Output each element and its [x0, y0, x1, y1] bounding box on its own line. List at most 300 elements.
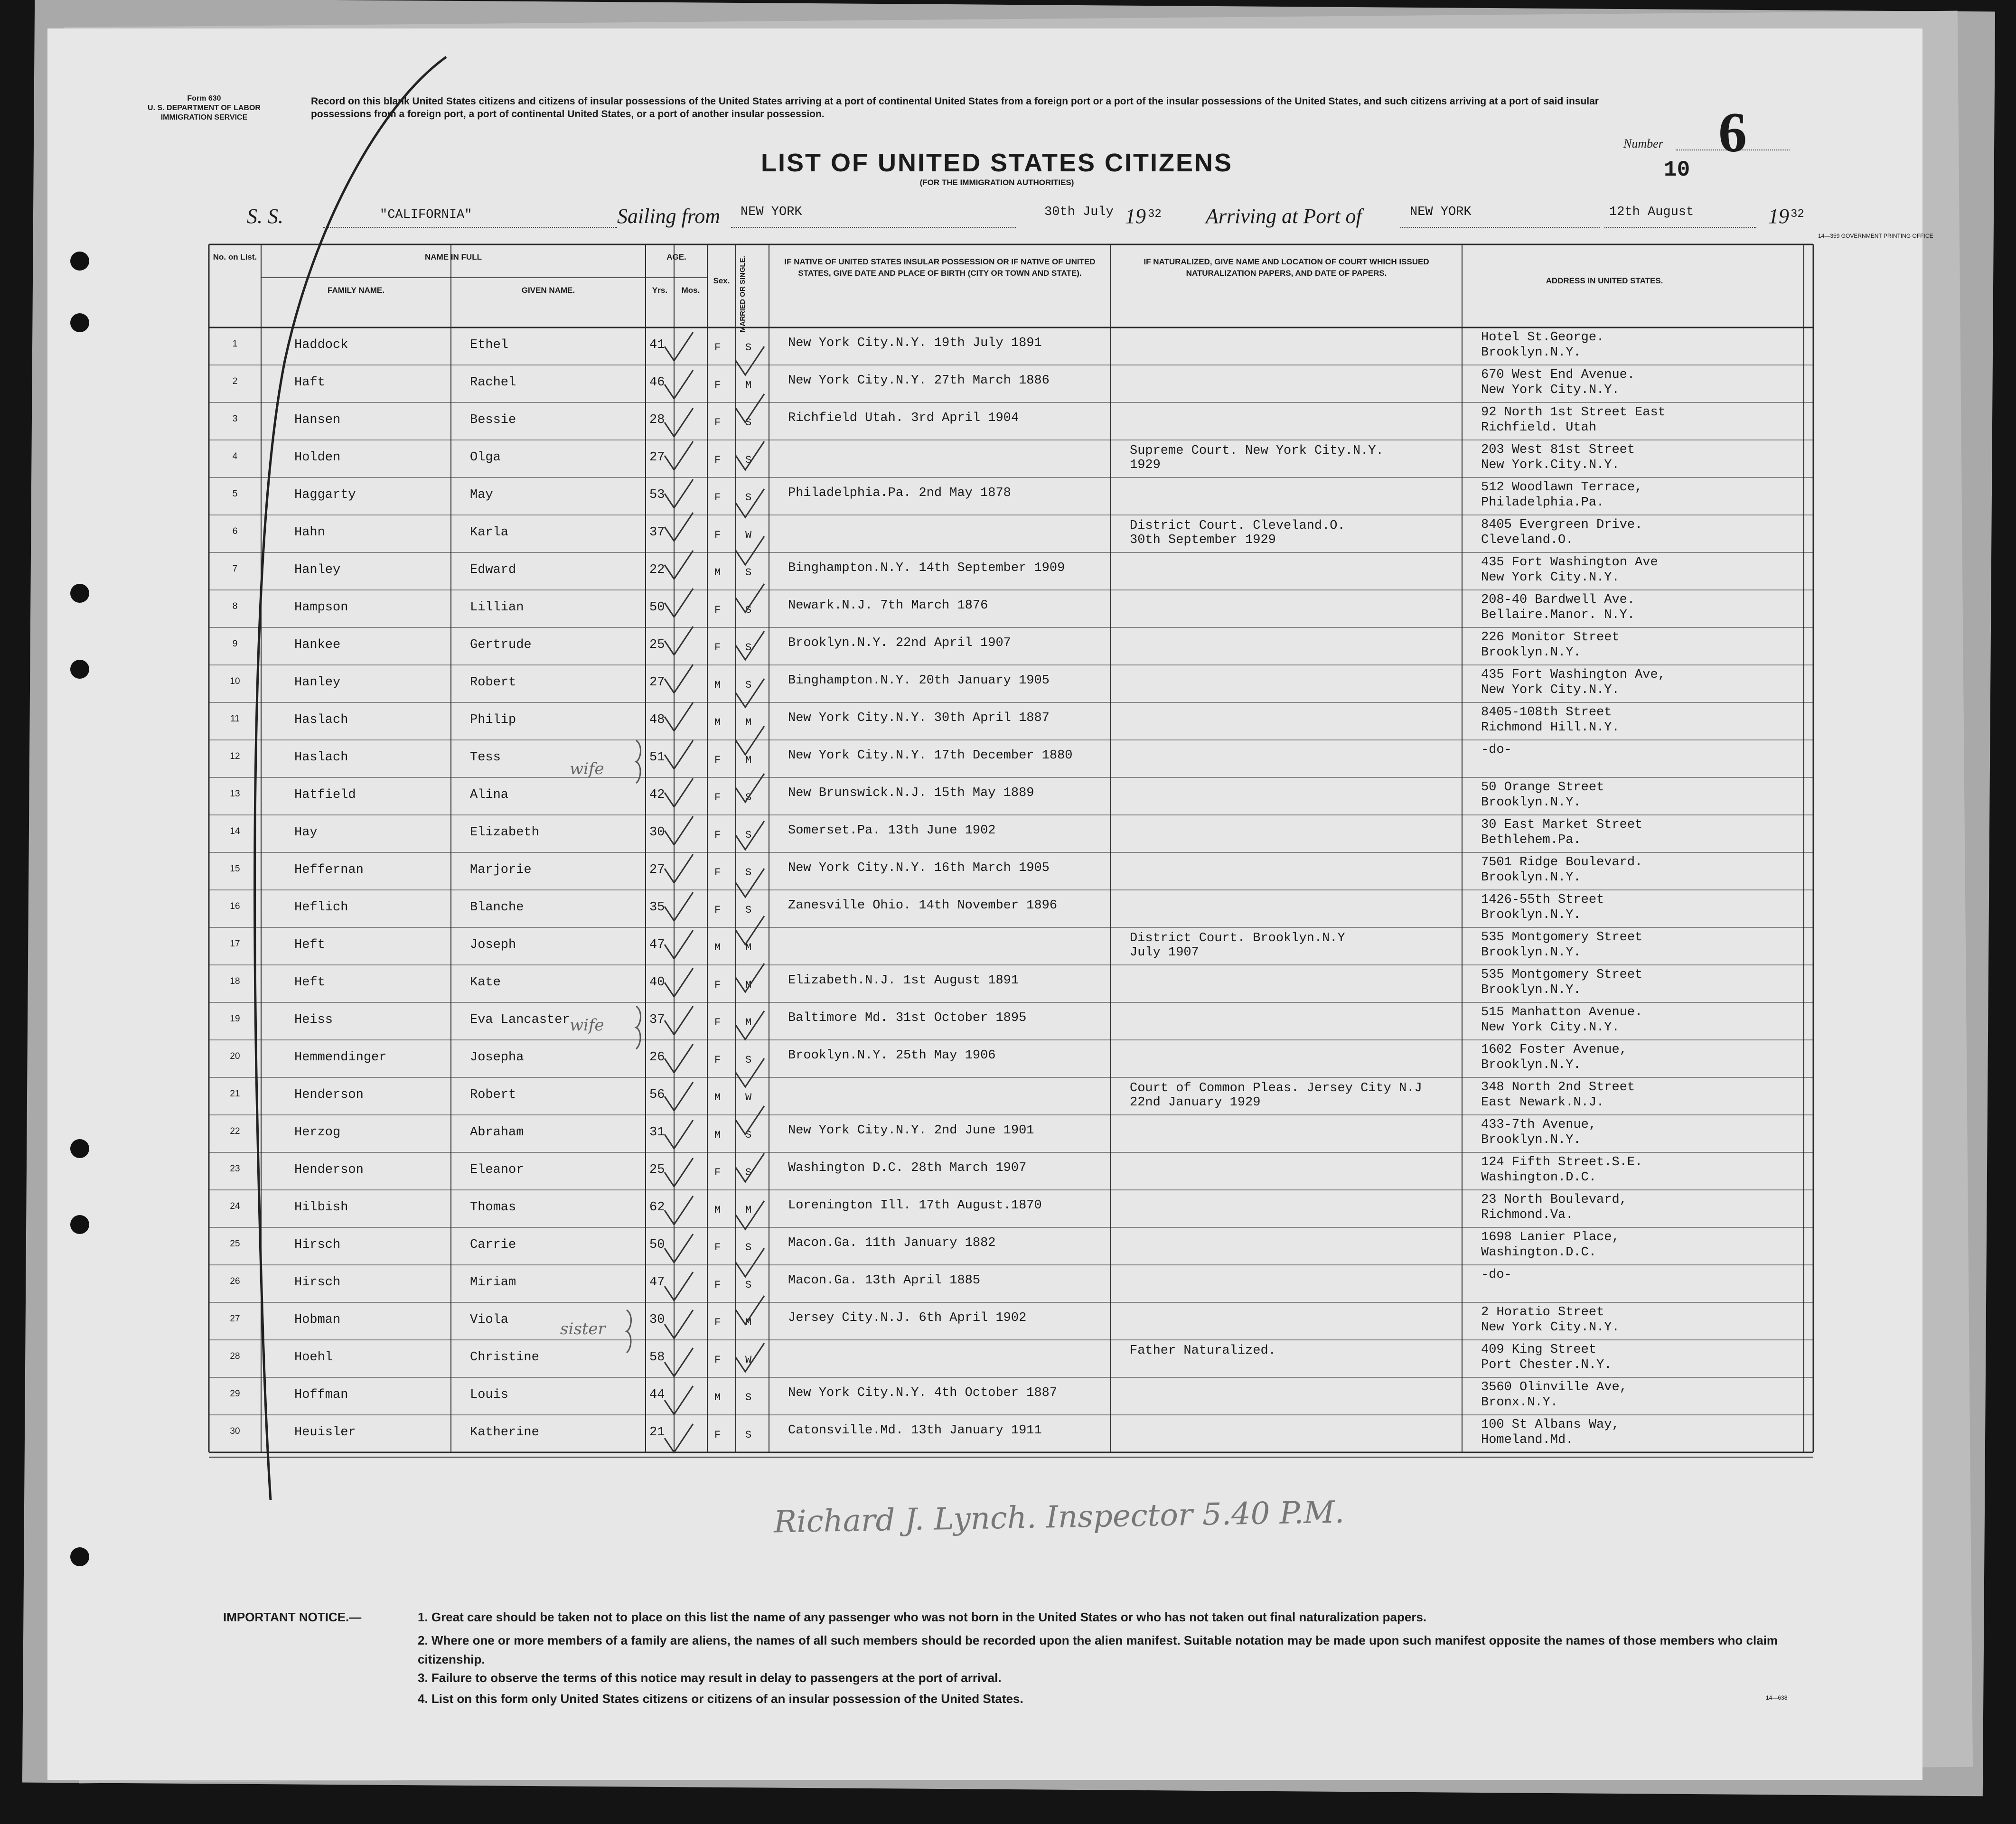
given-name: May	[470, 488, 493, 502]
given-name: Karla	[470, 525, 509, 540]
row-number: 3	[232, 414, 238, 424]
form-identifier: Form 630 U. S. DEPARTMENT OF LABOR IMMIGRATION SERVICE	[148, 94, 261, 122]
age-years: 35	[649, 900, 665, 915]
marital-status: S	[745, 642, 752, 654]
address-line-1: 30 East Market Street	[1481, 818, 1643, 832]
row-number: 26	[230, 1276, 240, 1286]
sex: M	[714, 567, 721, 579]
year-prefix: 19	[1125, 205, 1146, 228]
birth-info: Zanesville Ohio. 14th November 1896	[788, 898, 1058, 913]
sex: M	[714, 1392, 721, 1403]
address-line-2: Cleveland.O.	[1481, 533, 1574, 547]
col-header-mos: Mos.	[681, 286, 700, 295]
row-number: 10	[230, 676, 240, 686]
address-line-2: New York City.N.Y.	[1481, 383, 1620, 397]
family-name: Hahn	[294, 525, 325, 540]
row-number: 18	[230, 976, 240, 986]
col-header-birth: IF NATIVE OF UNITED STATES INSULAR POSSESSION OR IF NATIVE OF UNITED STATES, GIVE DATE AND PLACE OF BIRTH (CITY OR TOWN AND STATE).	[784, 257, 1096, 278]
sailing-year: 32	[1148, 208, 1162, 221]
row-number: 23	[230, 1164, 240, 1174]
age-years: 30	[649, 1313, 665, 1327]
family-name: Hay	[294, 825, 318, 840]
address-line-2: Brooklyn.N.Y.	[1481, 795, 1581, 810]
row-number: 30	[230, 1426, 240, 1436]
given-name: Alina	[470, 788, 509, 802]
handwritten-note-wife: wife	[570, 1016, 604, 1035]
address-line-1: 3560 Olinville Ave,	[1481, 1380, 1627, 1394]
address-line-2: Bethlehem.Pa.	[1481, 833, 1581, 847]
marital-status: S	[745, 567, 752, 579]
given-name: Joseph	[470, 938, 516, 952]
address-line-2: Brooklyn.N.Y.	[1481, 346, 1581, 360]
col-header-family-name: FAMILY NAME.	[328, 286, 384, 295]
age-years: 37	[649, 525, 665, 540]
address-line-1: 100 St Albans Way,	[1481, 1418, 1620, 1432]
birth-info: New York City.N.Y. 19th July 1891	[788, 336, 1042, 350]
col-header-name-in-full: NAME IN FULL	[425, 253, 482, 262]
page-subtitle: (FOR THE IMMIGRATION AUTHORITIES)	[919, 178, 1074, 187]
row-number: 21	[230, 1089, 240, 1099]
age-years: 51	[649, 750, 665, 765]
naturalization-info: Supreme Court. New York City.N.Y. 1929	[1130, 444, 1384, 472]
given-name: Viola	[470, 1313, 509, 1327]
marital-status: W	[745, 1092, 752, 1104]
sex: F	[714, 604, 721, 616]
family-name: Haslach	[294, 713, 348, 727]
given-name: Louis	[470, 1388, 509, 1402]
sex: F	[714, 1242, 721, 1253]
address-line-2: Bronx.N.Y.	[1481, 1395, 1558, 1410]
manifest-page	[47, 28, 1933, 1780]
birth-info: New York City.N.Y. 17th December 1880	[788, 748, 1073, 763]
marital-status: M	[745, 717, 752, 729]
age-years: 47	[649, 938, 665, 952]
age-years: 46	[649, 375, 665, 390]
age-years: 31	[649, 1125, 665, 1140]
address-line-1: -do-	[1481, 743, 1512, 757]
sex: M	[714, 1129, 721, 1141]
given-name: Eva Lancaster	[470, 1013, 570, 1027]
family-name: Hankee	[294, 638, 341, 652]
sex: F	[714, 342, 721, 354]
row-number: 15	[230, 864, 240, 874]
family-name: Heft	[294, 975, 325, 990]
row-number: 1	[232, 339, 238, 349]
address-line-2: New York City.N.Y.	[1481, 683, 1620, 697]
sex: F	[714, 979, 721, 991]
age-years: 27	[649, 450, 665, 465]
address-line-2: Richfield. Utah	[1481, 421, 1597, 435]
age-years: 26	[649, 1050, 665, 1065]
address-line-1: Hotel St.George.	[1481, 330, 1604, 345]
address-line-2: Homeland.Md.	[1481, 1433, 1574, 1447]
address-line-1: 512 Woodlawn Terrace,	[1481, 480, 1643, 495]
birth-info: Newark.N.J. 7th March 1876	[788, 599, 988, 613]
birth-info: New York City.N.Y. 27th March 1886	[788, 374, 1050, 388]
given-name: Ethel	[470, 338, 509, 352]
address-line-2: Port Chester.N.Y.	[1481, 1358, 1612, 1372]
birth-info: New Brunswick.N.J. 15th May 1889	[788, 786, 1034, 800]
marital-status: M	[745, 1317, 752, 1328]
address-line-2: Bellaire.Manor. N.Y.	[1481, 608, 1635, 622]
address-line-2: Washington.D.C.	[1481, 1170, 1597, 1185]
given-name: Katherine	[470, 1425, 539, 1440]
family-name: Hobman	[294, 1313, 341, 1327]
address-line-2: Brooklyn.N.Y.	[1481, 983, 1581, 997]
naturalization-info: District Court. Brooklyn.N.Y July 1907	[1130, 931, 1345, 960]
sex: F	[714, 867, 721, 879]
age-years: 50	[649, 600, 665, 615]
naturalization-info: District Court. Cleveland.O. 30th September 1929	[1130, 519, 1345, 547]
sheet-sequence: 10	[1664, 158, 1690, 182]
birth-info: Lorenington Ill. 17th August.1870	[788, 1198, 1042, 1213]
row-number: 7	[232, 564, 238, 574]
marital-status: S	[745, 1392, 752, 1403]
age-years: 44	[649, 1388, 665, 1402]
ss-label: S. S.	[247, 205, 283, 228]
birth-info: New York City.N.Y. 16th March 1905	[788, 861, 1050, 875]
given-name: Blanche	[470, 900, 524, 915]
row-number: 17	[230, 939, 240, 949]
row-number: 16	[230, 901, 240, 911]
sex: F	[714, 1317, 721, 1328]
birth-info: Washington D.C. 28th March 1907	[788, 1161, 1027, 1175]
given-name: Robert	[470, 675, 516, 690]
row-number: 11	[230, 714, 240, 724]
handwritten-note-wife: wife	[570, 759, 604, 778]
family-name: Hampson	[294, 600, 348, 615]
marital-status: M	[745, 979, 752, 991]
age-years: 53	[649, 488, 665, 502]
family-name: Heiss	[294, 1013, 333, 1027]
arriving-date: 12th August	[1609, 205, 1694, 219]
notice-heading: IMPORTANT NOTICE.—	[223, 1610, 362, 1624]
family-name: Heft	[294, 938, 325, 952]
age-years: 27	[649, 863, 665, 877]
address-line-2: Brooklyn.N.Y.	[1481, 1058, 1581, 1072]
printer-note: 14—359 GOVERNMENT PRINTING OFFICE	[1818, 233, 1933, 239]
sailing-label: Sailing from	[617, 205, 721, 228]
marital-status: M	[745, 942, 752, 954]
sex: F	[714, 417, 721, 429]
form-code: 14—638	[1766, 1694, 1788, 1701]
inspector-signature: Richard J. Lynch. Inspector 5.40 P.M.	[773, 1495, 1345, 1540]
year-prefix-2: 19	[1768, 205, 1789, 228]
marital-status: M	[745, 1204, 752, 1216]
marital-status: S	[745, 792, 752, 804]
age-years: 40	[649, 975, 665, 990]
birth-info: Catonsville.Md. 13th January 1911	[788, 1423, 1042, 1438]
row-number: 22	[230, 1126, 240, 1136]
col-header-yrs: Yrs.	[652, 286, 668, 295]
marital-status: S	[745, 492, 752, 504]
given-name: Tess	[470, 750, 501, 765]
address-line-2: New York City.N.Y.	[1481, 1320, 1620, 1335]
birth-info: Macon.Ga. 13th April 1885	[788, 1273, 981, 1288]
address-line-2: Brooklyn.N.Y.	[1481, 870, 1581, 885]
marital-status: S	[745, 829, 752, 841]
sex: F	[714, 1054, 721, 1066]
given-name: Eleanor	[470, 1163, 524, 1177]
family-name: Herzog	[294, 1125, 341, 1140]
address-line-2: Brooklyn.N.Y.	[1481, 945, 1581, 960]
family-name: Hanley	[294, 563, 341, 577]
address-line-1: 7501 Ridge Boulevard.	[1481, 855, 1643, 870]
marital-status: S	[745, 417, 752, 429]
notice-item: 1. Great care should be taken not to place on this list the name of any passenger who was not born in the United States or who has not taken out final naturalization papers.	[418, 1610, 1427, 1624]
family-name: Hoffman	[294, 1388, 348, 1402]
row-number: 6	[232, 526, 238, 536]
family-name: Heuisler	[294, 1425, 356, 1440]
ship-name: "CALIFORNIA"	[380, 208, 472, 222]
birth-info: New York City.N.Y. 4th October 1887	[788, 1386, 1058, 1400]
sex: F	[714, 492, 721, 504]
family-name: Hanley	[294, 675, 341, 690]
family-name: Henderson	[294, 1163, 364, 1177]
address-line-1: 1698 Lanier Place,	[1481, 1230, 1620, 1244]
row-number: 20	[230, 1051, 240, 1061]
sex: M	[714, 717, 721, 729]
sex: F	[714, 792, 721, 804]
row-number: 25	[230, 1239, 240, 1249]
col-header-married: MARRIED OR SINGLE.	[739, 256, 747, 332]
birth-info: Binghampton.N.Y. 14th September 1909	[788, 561, 1065, 575]
sex: F	[714, 379, 721, 391]
sex: F	[714, 529, 721, 541]
arriving-label: Arriving at Port of	[1206, 205, 1362, 228]
age-years: 37	[649, 1013, 665, 1027]
address-line-1: 203 West 81st Street	[1481, 443, 1635, 457]
col-header-no: No. on List.	[213, 253, 257, 262]
page-title: LIST OF UNITED STATES CITIZENS	[761, 149, 1233, 177]
family-name: Haddock	[294, 338, 348, 352]
address-line-2: New York City.N.Y.	[1481, 571, 1620, 585]
sex: M	[714, 1092, 721, 1104]
sex: F	[714, 1167, 721, 1179]
number-label: Number	[1623, 137, 1663, 150]
age-years: 41	[649, 338, 665, 352]
family-name: Heflich	[294, 900, 348, 915]
given-name: Olga	[470, 450, 501, 465]
birth-info: New York City.N.Y. 2nd June 1901	[788, 1123, 1034, 1138]
family-name: Hoehl	[294, 1350, 333, 1365]
marital-status: S	[745, 1279, 752, 1291]
address-line-1: 2 Horatio Street	[1481, 1305, 1604, 1319]
age-years: 56	[649, 1088, 665, 1102]
family-name: Haft	[294, 375, 325, 390]
col-header-sex: Sex.	[713, 276, 730, 285]
row-number: 9	[232, 639, 238, 649]
age-years: 62	[649, 1200, 665, 1215]
address-line-1: 208-40 Bardwell Ave.	[1481, 593, 1635, 607]
family-name: Haslach	[294, 750, 348, 765]
notice-item: 2. Where one or more members of a family are aliens, the names of all such members should be recorded upon the alien manifest. Suitable notation may be made upon such manifest opposite the names of those members who claim citizenship.	[418, 1633, 1778, 1666]
family-name: Hatfield	[294, 788, 356, 802]
address-line-2: Richmond Hill.N.Y.	[1481, 720, 1620, 735]
address-line-2: New York.City.N.Y.	[1481, 458, 1620, 472]
sex: F	[714, 829, 721, 841]
address-line-1: 515 Manhatton Avenue.	[1481, 1005, 1643, 1020]
address-line-1: 23 North Boulevard,	[1481, 1193, 1627, 1207]
given-name: Bessie	[470, 413, 516, 427]
marital-status: M	[745, 1017, 752, 1029]
given-name: Miriam	[470, 1275, 516, 1290]
handwritten-note-sister: sister	[560, 1319, 606, 1338]
age-years: 47	[649, 1275, 665, 1290]
row-number: 29	[230, 1389, 240, 1399]
address-line-1: 124 Fifth Street.S.E.	[1481, 1155, 1643, 1169]
address-line-2: Brooklyn.N.Y.	[1481, 645, 1581, 660]
family-name: Hirsch	[294, 1275, 341, 1290]
address-line-1: 670 West End Avenue.	[1481, 368, 1635, 382]
col-header-given-name: GIVEN NAME.	[521, 286, 575, 295]
marital-status: W	[745, 1354, 752, 1366]
given-name: Josepha	[470, 1050, 524, 1065]
address-line-1: 92 North 1st Street East	[1481, 405, 1666, 420]
given-name: Rachel	[470, 375, 516, 390]
address-line-1: 50 Orange Street	[1481, 780, 1604, 795]
sex: F	[714, 1429, 721, 1441]
address-line-2: Philadelphia.Pa.	[1481, 496, 1604, 510]
address-line-1: 535 Montgomery Street	[1481, 930, 1643, 945]
age-years: 42	[649, 788, 665, 802]
col-header-age: AGE.	[666, 253, 686, 262]
given-name: Marjorie	[470, 863, 532, 877]
sex: F	[714, 1279, 721, 1291]
birth-info: Macon.Ga. 11th January 1882	[788, 1236, 996, 1250]
address-line-2: Brooklyn.N.Y.	[1481, 908, 1581, 922]
family-name: Hansen	[294, 413, 341, 427]
address-line-1: 535 Montgomery Street	[1481, 968, 1643, 982]
age-years: 30	[649, 825, 665, 840]
age-years: 50	[649, 1238, 665, 1252]
marital-status: S	[745, 1242, 752, 1253]
address-line-2: Washington.D.C.	[1481, 1245, 1597, 1260]
row-number: 4	[232, 451, 238, 461]
marital-status: S	[745, 1429, 752, 1441]
sex: F	[714, 454, 721, 466]
marital-status: S	[745, 454, 752, 466]
given-name: Abraham	[470, 1125, 524, 1140]
address-line-2: New York City.N.Y.	[1481, 1020, 1620, 1035]
sex: F	[714, 1354, 721, 1366]
sailing-from: NEW YORK	[741, 205, 802, 219]
row-number: 28	[230, 1351, 240, 1361]
arriving-year: 32	[1791, 208, 1804, 221]
family-name: Henderson	[294, 1088, 364, 1102]
naturalization-info: Father Naturalized.	[1130, 1344, 1276, 1358]
given-name: Gertrude	[470, 638, 532, 652]
address-line-1: 435 Fort Washington Ave	[1481, 555, 1658, 570]
row-number: 27	[230, 1314, 240, 1324]
sex: F	[714, 1017, 721, 1029]
given-name: Carrie	[470, 1238, 516, 1252]
birth-info: Richfield Utah. 3rd April 1904	[788, 411, 1019, 425]
age-years: 58	[649, 1350, 665, 1365]
given-name: Elizabeth	[470, 825, 539, 840]
given-name: Philip	[470, 713, 516, 727]
row-number: 2	[232, 376, 238, 386]
instructions-text: Record on this blank United States citizens and citizens of insular possessions of the United States arriving at a port of continental United States from a foreign port or a port of the insular possessions of the United States, and such citizens arriving at a port of said insular possessions from a foreign port, a port of continental United States, or a port of another insular possession.	[311, 96, 1599, 120]
marital-status: S	[745, 604, 752, 616]
marital-status: S	[745, 679, 752, 691]
age-years: 21	[649, 1425, 665, 1440]
marital-status: S	[745, 1129, 752, 1141]
naturalization-info: Court of Common Pleas. Jersey City N.J 22nd January 1929	[1130, 1081, 1422, 1110]
given-name: Kate	[470, 975, 501, 990]
address-line-1: 8405-108th Street	[1481, 705, 1612, 720]
given-name: Lillian	[470, 600, 524, 615]
age-years: 48	[649, 713, 665, 727]
row-number: 19	[230, 1014, 240, 1024]
family-name: Hemmendinger	[294, 1050, 387, 1065]
notice-item: 4. List on this form only United States citizens or citizens of an insular possession of the United States.	[418, 1692, 1023, 1706]
family-name: Hirsch	[294, 1238, 341, 1252]
address-line-1: 348 North 2nd Street	[1481, 1080, 1635, 1094]
given-name: Robert	[470, 1088, 516, 1102]
row-number: 8	[232, 601, 238, 611]
marital-status: S	[745, 1167, 752, 1179]
birth-info: Binghampton.N.Y. 20th January 1905	[788, 673, 1050, 688]
row-number: 24	[230, 1201, 240, 1211]
address-line-2: Brooklyn.N.Y.	[1481, 1133, 1581, 1147]
address-line-1: -do-	[1481, 1268, 1512, 1282]
marital-status: S	[745, 904, 752, 916]
birth-info: Elizabeth.N.J. 1st August 1891	[788, 973, 1019, 988]
family-name: Heffernan	[294, 863, 364, 877]
marital-status: S	[745, 867, 752, 879]
sex: F	[714, 904, 721, 916]
address-line-1: 1602 Foster Avenue,	[1481, 1043, 1627, 1057]
birth-info: Brooklyn.N.Y. 25th May 1906	[788, 1048, 996, 1063]
family-name: Haggarty	[294, 488, 356, 502]
row-number: 5	[232, 489, 238, 499]
address-line-2: East Newark.N.J.	[1481, 1095, 1604, 1110]
sex: M	[714, 942, 721, 954]
sailing-date: 30th July	[1044, 205, 1114, 219]
birth-info: Jersey City.N.J. 6th April 1902	[788, 1311, 1027, 1325]
birth-info: New York City.N.Y. 30th April 1887	[788, 711, 1050, 725]
sex: F	[714, 754, 721, 766]
address-line-1: 1426-55th Street	[1481, 893, 1604, 907]
given-name: Thomas	[470, 1200, 516, 1215]
marital-status: M	[745, 754, 752, 766]
row-number: 13	[230, 789, 240, 799]
marital-status: S	[745, 1054, 752, 1066]
sex: F	[714, 642, 721, 654]
address-line-2: Richmond.Va.	[1481, 1208, 1574, 1222]
family-name: Hilbish	[294, 1200, 348, 1215]
family-name: Holden	[294, 450, 341, 465]
age-years: 28	[649, 413, 665, 427]
sex: M	[714, 679, 721, 691]
marital-status: W	[745, 529, 752, 541]
address-line-1: 226 Monitor Street	[1481, 630, 1620, 645]
col-header-naturalized: IF NATURALIZED, GIVE NAME AND LOCATION OF COURT WHICH ISSUED NATURALIZATION PAPERS, AND DATE OF PAPERS.	[1144, 257, 1429, 278]
marital-status: M	[745, 379, 752, 391]
row-number: 12	[230, 751, 240, 761]
arriving-port: NEW YORK	[1410, 205, 1472, 219]
sex: M	[714, 1204, 721, 1216]
birth-info: Philadelphia.Pa. 2nd May 1878	[788, 486, 1011, 500]
address-line-1: 433-7th Avenue,	[1481, 1118, 1597, 1132]
age-years: 22	[649, 563, 665, 577]
age-years: 25	[649, 1163, 665, 1177]
age-years: 25	[649, 638, 665, 652]
birth-info: Somerset.Pa. 13th June 1902	[788, 823, 996, 838]
row-number: 14	[230, 826, 240, 836]
given-name: Edward	[470, 563, 516, 577]
